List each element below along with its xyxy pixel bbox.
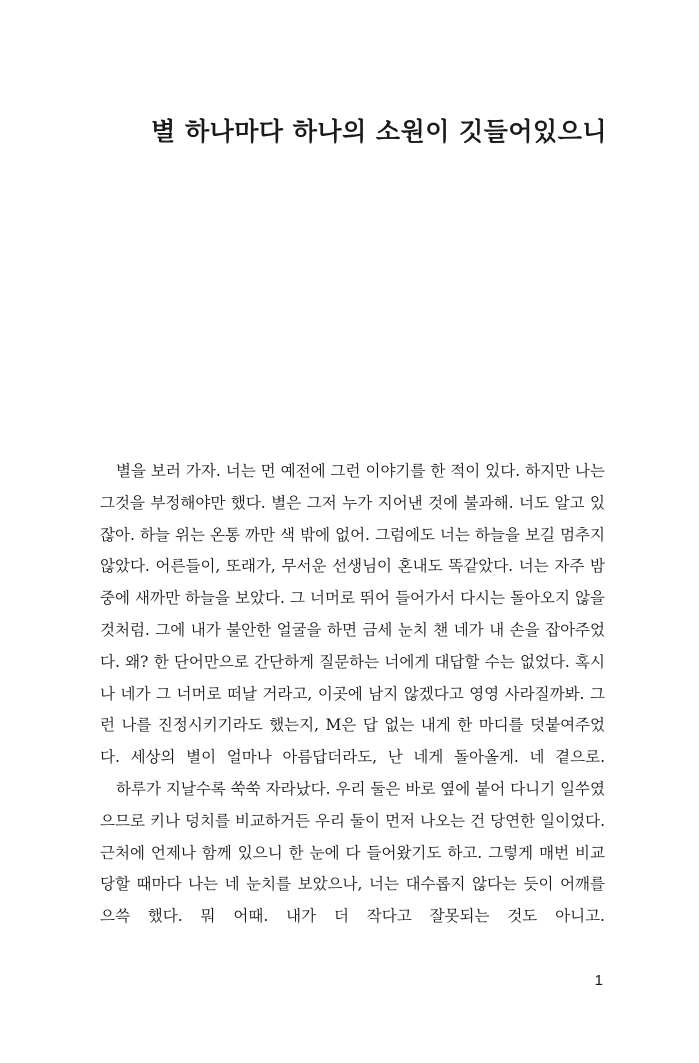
paragraph-1: 별을 보러 가자. 너는 먼 예전에 그런 이야기를 한 적이 있다. 하지만 나는 그것을 부정해야만 했다. 별은 그저 누가 지어낸 것에 불과해. 너도 알고 있잖아. 하늘 위는 온통 까만 색 밖에 없어. 그럼에도 너는 하늘을 보길 멈추지 않았다. 어른들이, 또래가, 무서운 선생님이 혼내도 똑같았다. 너는 자주 밤중에 새까만 하늘을 보았다. 그 너머로 뛰어 들어가서 다시는 돌아오지 않을 것처럼. 그에 내가 불안한 얼굴을 하면 금세 눈치 챈 네가 내 손을 잡아주었다. 왜? 한 단어만으로 간단하게 질문하는 너에게 대답할 수는 없었다. 혹시나 네가 그 너머로 떠날 거라고, 이곳에 남지 않겠다고 영영 사라질까봐. 그런 나를 진정시키기라도 했는지, M은 답 없는 내게 한 마디를 덧붙여주었다. 세상의 별이 얼마나 아름답더라도, 난 네게 돌아올게. 네 곁으로. [100, 462, 605, 767]
chapter-title: 별 하나마다 하나의 소원이 깃들어있으니 [151, 117, 607, 146]
paragraph-2: 하루가 지날수록 쑥쑥 자라났다. 우리 둘은 바로 옆에 붙어 다니기 일쑤였으므로 키나 덩치를 비교하거든 우리 둘이 먼저 나오는 건 당연한 일이었다. 근처에 언제나 함께 있으니 한 눈에 다 들어왔기도 하고. 그렇게 매번 비교당할 때마다 나는 네 눈치를 보았으나, 너는 대수롭지 않다는 듯이 어깨를 으쓱 했다. 뭐 어때. 내가 더 작다고 잘못되는 것도 아니고. [100, 779, 605, 926]
body-text [100, 456, 605, 933]
page-number: 1 [594, 972, 603, 989]
